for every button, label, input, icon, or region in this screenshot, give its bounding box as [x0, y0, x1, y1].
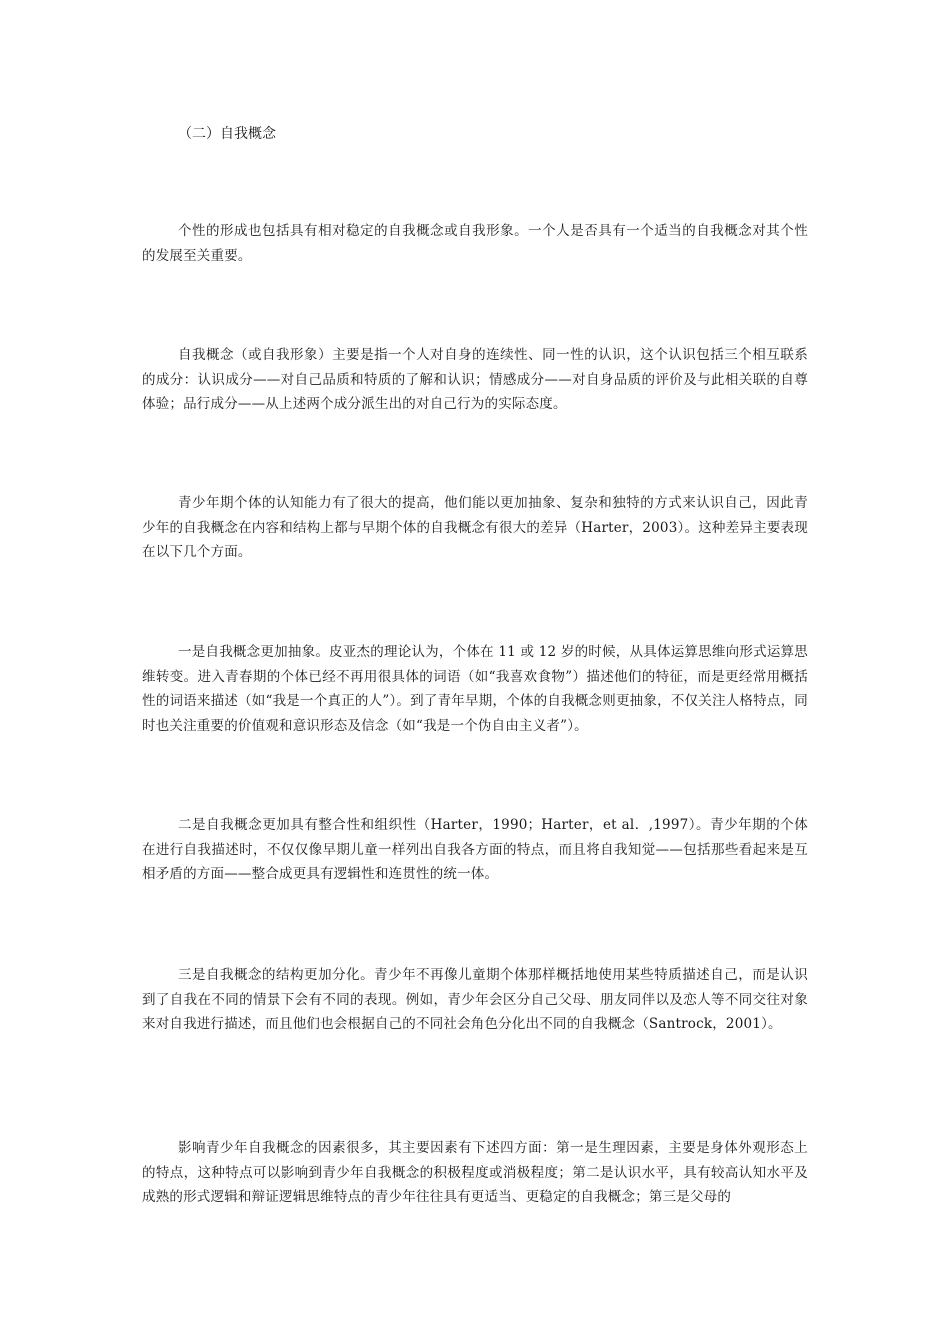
- paragraph-personality-formation: 个性的形成也包括具有相对稳定的自我概念或自我形象。一个人是否具有一个适当的自我概念对其个性的发展至关重要。: [142, 223, 808, 264]
- paragraph-self-concept-definition: 自我概念（或自我形象）主要是指一个人对自身的连续性、同一性的认识，这个认识包括三个相互联系的成分：认识成分——对自己品质和特质的了解和认识；情感成分——对自身品质的评价及与此相关联的自尊体验；品行成分——从上述两个成分派生出的对自己行为的实际态度。: [142, 347, 808, 412]
- paragraph-adolescent-cognition: 青少年期个体的认知能力有了很大的提高，他们能以更加抽象、复杂和独特的方式来认识自己，因此青少年的自我概念在内容和结构上都与早期个体的自我概念有很大的差异（Harter，2003）。这种差异主要表现在以下几个方面。: [142, 495, 808, 560]
- paragraph-influencing-factors: 影响青少年自我概念的因素很多，其主要因素有下述四方面：第一是生理因素，主要是身体外观形态上的特点，这种特点可以影响到青少年自我概念的积极程度或消极程度；第二是认识水平，具有较高认知水平及成熟的形式逻辑和辩证逻辑思维特点的青少年往往具有更适当、更稳定的自我概念；第三是父母的: [142, 1140, 808, 1205]
- section-heading: （二）自我概念: [178, 126, 276, 142]
- paragraph-more-abstract: 一是自我概念更加抽象。皮亚杰的理论认为，个体在 11 或 12 岁的时候，从具体运算思维向形式运算思维转变。进入青春期的个体已经不再用很具体的词语（如“我喜欢食物”）描述他们的特征，而是更经常用概括性的词语来描述（如“我是一个真正的人”）。到了青年早期，个体的自我概念则更抽象，不仅关注人格特点，同时也关注重要的价值观和意识形态及信念（如“我是一个伪自由主义者”）。: [142, 644, 808, 734]
- paragraph-more-differentiated: 三是自我概念的结构更加分化。青少年不再像儿童期个体那样概括地使用某些特质描述自己，而是认识到了自我在不同的情景下会有不同的表现。例如，青少年会区分自己父母、朋友同伴以及恋人等不同交往对象来对自我进行描述，而且他们也会根据自己的不同社会角色分化出不同的自我概念（Santrock，2001）。: [142, 967, 808, 1032]
- paragraph-more-integrated: 二是自我概念更加具有整合性和组织性（Harter，1990；Harter，et al．,1997）。青少年期的个体在进行自我描述时，不仅仅像早期儿童一样列出自我各方面的特点，而且将自我知觉——包括那些看起来是互相矛盾的方面——整合成更具有逻辑性和连贯性的统一体。: [142, 817, 808, 882]
